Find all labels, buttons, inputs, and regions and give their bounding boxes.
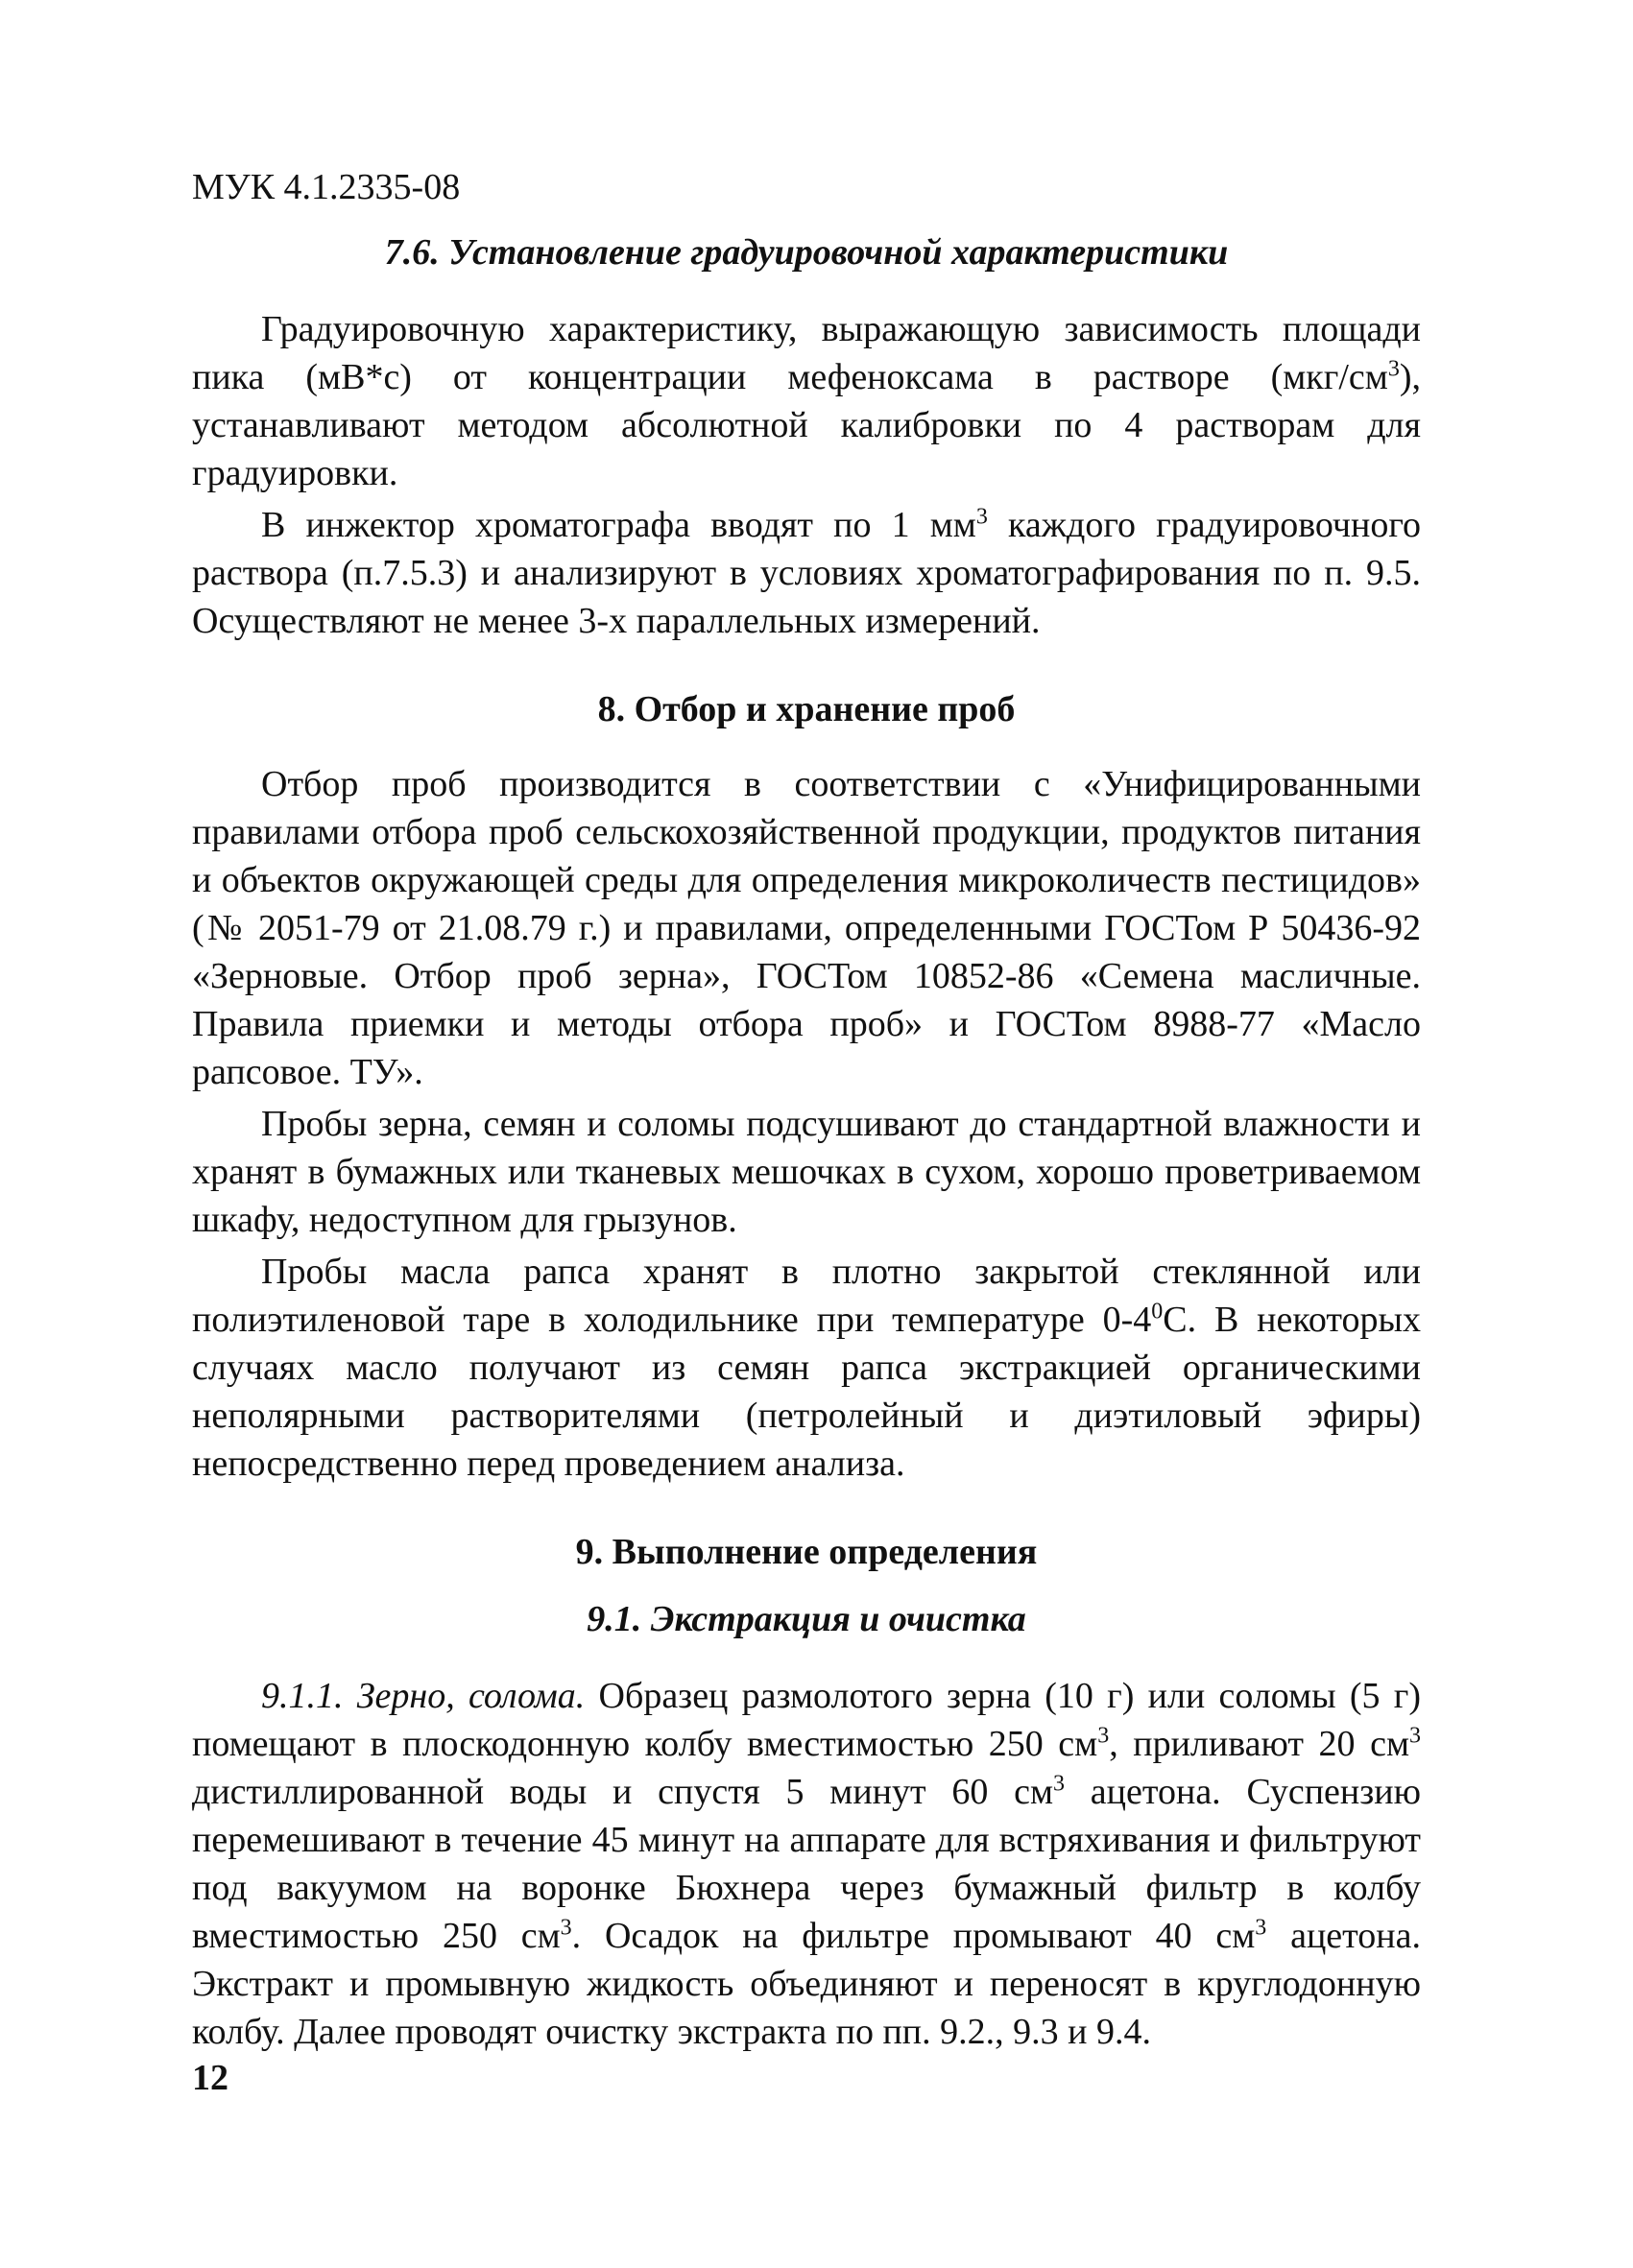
text-run: Образец размолотого зерна (10 г) или соломы (5 г) помещают в плоскодонную колбу вместимостью 250 см <box>192 1676 1422 1764</box>
paragraph-8-grain-storage: Пробы зерна, семян и соломы подсушивают до стандартной влажности и хранят в бумажных или тканевых мешочках в сухом, хорошо проветриваемом шкафу, недоступном для грызунов. <box>192 1104 1421 1240</box>
paragraph-8-oil-storage <box>192 1248 1421 1488</box>
page-number: 12 <box>192 2058 228 2098</box>
document-page <box>192 163 1421 2060</box>
document-code: МУК 4.1.2335-08 <box>192 167 461 207</box>
paragraph-7-6-calibration <box>192 305 1421 497</box>
heading-9: 9. Выполнение определения <box>575 1532 1038 1572</box>
superscript: 3 <box>1409 1723 1421 1749</box>
paragraph-7-6-injection <box>192 501 1421 645</box>
paragraph-9-1-1-grain-straw <box>192 1672 1421 2056</box>
text-run: Пробы масла рапса хранят в плотно закрытой стеклянной или полиэтиленовой таре в холодильнике при температуре 0-4 <box>192 1252 1421 1340</box>
text-run: Градуировочную характеристику, выражающую зависимость площади пика (мВ*с) от концентрации мефеноксама в растворе (мкг/см <box>192 309 1421 397</box>
paragraph-8-sampling: Отбор проб производится в соответствии с «Унифицированными правилами отбора проб сельскохозяйственной продукции, продуктов питания и объектов окружающей среды для определения микроколичеств пестицидов» (№ 2051-79 от 21.08.79 г.) и правилами, определенными ГОСТом Р 50436-92 «Зерновые. Отбор проб зерна», ГОСТом 10852-86 «Семена масличные. Правила приемки и методы отбора проб» и ГОСТом 8988-77 «Масло рапсовое. ТУ». <box>192 764 1421 1092</box>
superscript: 3 <box>1053 1771 1066 1797</box>
text-run: ), устанавливают методом абсолютной калибровки по 4 растворам для градуировки. <box>192 357 1421 493</box>
text-run: . Осадок на фильтре промывают 40 см <box>571 1916 1256 1956</box>
text-run: ацетона. Суспензию перемешивают в течение 45 минут на аппарате для встряхивания и фильтруют под вакуумом на воронке Бюхнера через бумажный фильтр в колбу вместимостью 250 см <box>192 1772 1421 1956</box>
text-run: , приливают 20 см <box>1109 1724 1409 1764</box>
text-run: каждого градуировочного раствора (п.7.5.3) и анализируют в условиях хроматографирования по п. 9.5. Осуществляют не менее 3-х параллельных измерений. <box>192 505 1422 641</box>
superscript: 3 <box>1255 1915 1267 1941</box>
italic-lead: 9.1.1. Зерно, солома. <box>261 1676 586 1716</box>
superscript: 3 <box>1097 1723 1110 1749</box>
text-run: дистиллированной воды и спустя 5 минут 60 см <box>192 1772 1054 1812</box>
heading-9-1: 9.1. Экстракция и очистка <box>587 1599 1026 1639</box>
superscript: 3 <box>975 504 988 530</box>
text-run: С. В некоторых случаях масло получают из семян рапса экстракцией органическими неполярными растворителями (петролейный и диэтиловый эфиры) непосредственно перед проведением анализа. <box>192 1300 1422 1484</box>
superscript: 0 <box>1151 1299 1164 1325</box>
text-run: В инжектор хроматографа вводят по 1 мм <box>261 505 976 545</box>
heading-8: 8. Отбор и хранение проб <box>597 689 1016 729</box>
superscript: 3 <box>1387 356 1400 382</box>
text-run: ацетона. Экстракт и промывную жидкость объединяют и переносят в круглодонную колбу. Далее проводят очистку экстракта по пп. 9.2., 9.3 и 9.4. <box>192 1916 1421 2052</box>
heading-7-6: 7.6. Установление градуировочной характеристики <box>384 232 1229 273</box>
superscript: 3 <box>560 1915 572 1941</box>
